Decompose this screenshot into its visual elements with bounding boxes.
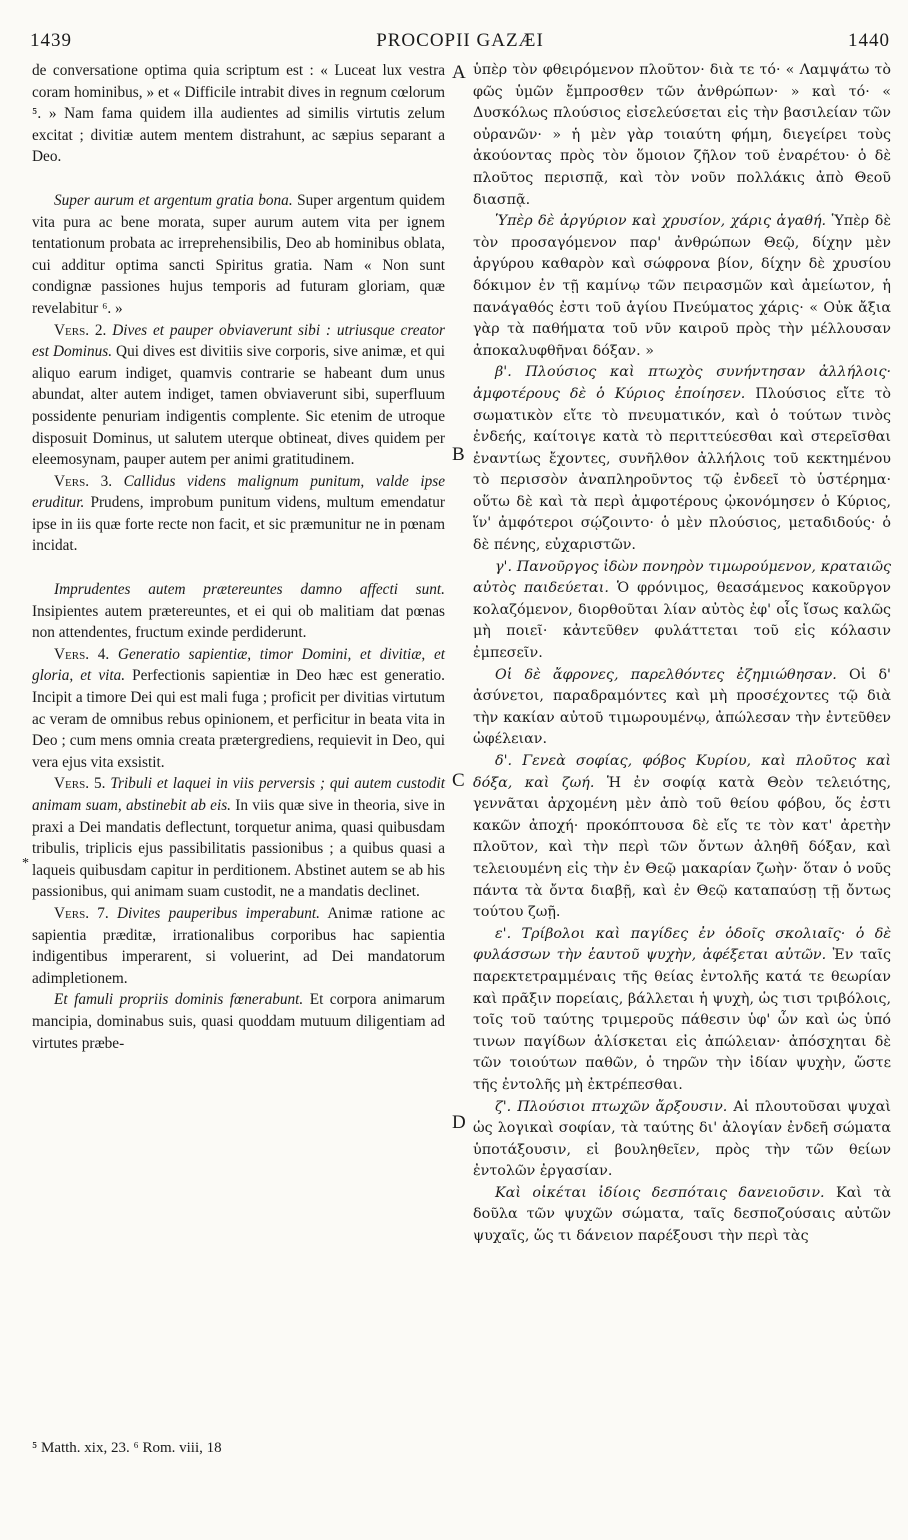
greek-verse-2: β'. Πλούσιος καὶ πτωχὸς συνήντησαν ἀλλήλοις· ἀμφοτέρους δὲ ὁ Κύριος ἐποίησεν. Πλούσιος εἴτε τὸ σωματικὸν εἴτε τὸ πνευματικόν, καὶ ὁ τούτων τινὸς ἐνδεής, καίτοιγε κατὰ τὸ περιττεύεσθαι καὶ στερεῖσθαι ἐναντίως ἔχοντες, συνῆλθον ἀλλήλοις τοῦ κεκτημένου τὸ περισσὸν ἀναπληροῦντος τῷ ἐνδεεῖ τὸ ὑστέρημα· οὕτω δὲ καὶ τὰ περὶ ἀμφοτέρους ᾠκονόμησεν ὁ Κύριος, ἵν' ἀμφότεροι σῴζοιντο· ὁ μὲν πλούσιος, μεταδιδούς· ὁ δὲ πένης, εὐχαριστῶν. bbox=[473, 364, 891, 554]
latin-verse-5: Vers. 5. Tribuli et laquei in viis perversis ; qui autem custodit animam suam, abstinebit ab eis. In viis quæ sive in theoria, sive in praxi a Dei mandatis deflectunt, torquetur anima, quasi quibusdam tribulis, triplicis ejus passibilitatis passionibus ; a quibus quasi a laqueis quibusdam capitur in perditionem. Abstinet autem se ab his passionibus, qui animam suam custodit, ne a mandatis declinet. bbox=[32, 775, 445, 901]
page-number-right: 1440 bbox=[848, 30, 890, 51]
latin-column bbox=[32, 60, 445, 1054]
greek-verse-7: ζ'. Πλούσιοι πτωχῶν ἄρξουσιν. Αἱ πλουτοῦσαι ψυχαὶ ὡς λογικαὶ σοφίαν, τὰ ταύτης δι' ἀλογίαν ἐνδεῆ σώματα ὑποτάξουσιν, εἰ βουληθεῖεν, πρὸς τὴν τῶν θείων ἐντολῶν ἐργασίαν. bbox=[473, 1098, 892, 1180]
running-header bbox=[30, 30, 890, 56]
greek-verse-5: ε'. Τρίβολοι καὶ παγίδες ἐν ὁδοῖς σκολιαῖς· ὁ δὲ φυλάσσων τὴν ἑαυτοῦ ψυχὴν, ἀφέξεται αὐτῶν. Ἐν ταῖς παρεκτετραμμέναις τῆς θείας ἐντολῆς κατά τε θεωρίαν καὶ πρᾶξιν πορείαις, βάλλεται ἡ ψυχὴ, ὡς τισι τριβόλοις, τοῖς τοῦ ταύτης τριμεροῦς πάθεσιν ὑφ' ὧν καὶ ὡς ὑπό τινων παγίδων ἁλίσκεται εἰς ἀπώλειαν· ἀπόσχηται δὲ τῶν τοιούτων παθῶν, ὁ τηρῶν τὴν ἰδίαν ψυχὴν, ὥστε τῆς ἐντολῆς μὴ ἐκτρέπεσθαι. bbox=[473, 925, 891, 1093]
running-title: PROCOPII GAZÆI bbox=[376, 30, 544, 51]
footnotes: ⁵ Matth. xix, 23. ⁶ Rom. viii, 18 bbox=[32, 1440, 222, 1456]
section-marker-b: B bbox=[452, 444, 465, 465]
latin-paragraph: Imprudentes autem prætereuntes damno affecti sunt. Insipientes autem prætereuntes, et ei qui ob malitiam dat pœnas non attendentes, fructum exinde perdiderunt. bbox=[32, 581, 445, 642]
latin-paragraph: Et famuli propriis dominis fœnerabunt. Et corpora animarum mancipia, dominabus suis, quasi quoddam mutuum diligentiam ad virtutes præbe- bbox=[32, 991, 445, 1052]
page-number-left: 1439 bbox=[30, 30, 72, 51]
greek-paragraph: Καὶ οἰκέται ἰδίοις δεσπόταις δανειοῦσιν. Καὶ τὰ δοῦλα τῶν ψυχῶν σώματα, ταῖς δεσποζούσαις αὐτῶν ψυχαῖς, ὥς τι δάνειον παρέξουσι τὴν περὶ τὰς bbox=[473, 1184, 891, 1245]
latin-verse-4: Vers. 4. Generatio sapientiæ, timor Domini, et divitiæ, et gloria, et vita. Perfectionis sapientiæ in Deo hæc est generatio. Incipit a timore Dei qui est mali fuga ; proficit per divitias virtutum ac veram de omnibus rebus opinionem, et perficitur in beata vita in Deo ; cum mens omnia creata prætergrediens, requievit in Deo, qui vera ejus vita exsistit. bbox=[32, 645, 445, 771]
greek-column bbox=[473, 60, 891, 1248]
latin-paragraph: de conversatione optima quia scriptum est : « Luceat lux vestra coram hominibus, » et « Difficile intrabit dives in regnum cœlorum ⁵. » Nam fama quidem illa audientes ad similis virtutis zelum excitat ; divitiæ autem mentem distrahunt, ac sæpius separant a Deo. bbox=[32, 62, 445, 166]
latin-verse-2: Vers. 2. Dives et pauper obviaverunt sibi : utriusque creator est Dominus. Qui dives est divitiis sive corporis, sive animæ, et qui aliquo earum indiget, quamvis contrarie se habeant dum unus abundat, alter autem indiget, tamen obviaverunt sibi, superfluum possidente penuriam indigentis complente. Sic etenim de utroque disposuit Dominus, ut salutem uterque obtineat, dives quidem per eleemosynam, pauper autem per animi gratitudinem. bbox=[32, 321, 446, 469]
greek-verse-3: γ'. Πανοῦργος ἰδὼν πονηρὸν τιμωρούμενον, κραταιῶς αὐτὸς παιδεύεται. Ὁ φρόνιμος, θεασάμενος κακοῦργον κολαζόμενον, διορθοῦται λίαν αὐτὸς ἐφ' οἷς ἴσως καλῶς μὴ ποιεῖ· κἀντεῦθεν φυλάττεται τοῦ εἰς κόλασιν ἐμπεσεῖν. bbox=[473, 558, 891, 662]
section-marker-d: D bbox=[452, 1112, 466, 1133]
margin-asterisk: * bbox=[22, 856, 29, 871]
greek-paragraph: Ὑπὲρ δὲ ἀργύριον καὶ χρυσίον, χάρις ἀγαθή. Ὑπὲρ δὲ τὸν προσαγόμενον παρ' ἀνθρώπων Θεῷ, δίχην μὲν ἀργύρου καθαρὸν καὶ σώφρονα βίον, δίχην δὲ χρυσίου δόκιμον ἐν τῇ καμίνῳ τῶν πειρασμῶν καὶ ἀμείωτον, ἡ πανάγαθός ἐστι τοῦ ἁγίου Πνεύματος χάρις· « Οὐκ ἄξια γὰρ τὰ παθήματα τοῦ νῦν καιροῦ πρὸς τὴν μέλλουσαν ἀποκαλυφθῆναι δόξαν. » bbox=[473, 213, 891, 359]
latin-paragraph: Super aurum et argentum gratia bona. Super argentum quidem vita pura ac bene morata, super aurum autem vita per ignem tentationum probata ac irreprehensibilis, Deo ab hominibus oblata, cui additur optima sancti Spiritus gratia. Nam « Non sunt condignæ passiones hujus temporis ad futuram gloriam, quæ revelabitur ⁶. » bbox=[32, 191, 445, 317]
greek-paragraph: ὑπὲρ τὸν φθειρόμενον πλοῦτον· διὰ τε τό· « Λαμψάτω τὸ φῶς ὑμῶν ἔμπροσθεν τῶν ἀνθρώπων· » καὶ τό· « Δυσκόλως πλούσιος εἰσελεύσεται εἰς τὴν βασιλείαν τῶν οὐρανῶν· » ἡ μὲν γὰρ τοιαύτη φήμη, διεγείρει τοὺς ἀκούοντας πρὸς τὸν ὅμοιον ζῆλον τοῦ ἐναρέτου· ὁ δὲ πλοῦτος περισπᾷ, καὶ τὸν νοῦν πολλάκις ἀπὸ Θεοῦ διασπᾷ. bbox=[473, 62, 891, 208]
latin-verse-7: Vers. 7. Divites pauperibus imperabunt. Animæ ratione ac sapientia præditæ, irrationalibus corporibus hac sapientia indigentibus imperarent, si voluerint, ad Dei mandatorum adimpletionem. bbox=[32, 904, 445, 987]
greek-verse-4: δ'. Γενεὰ σοφίας, φόβος Κυρίου, καὶ πλοῦτος καὶ δόξα, καὶ ζωή. Ἡ ἐν σοφίᾳ κατὰ Θεὸν τελειότης, γεννᾶται ἀρχομένη μὲν ἀπὸ τοῦ θείου φόβου, ὅς ἐστι κακῶν ἀποχή· προκόπτουσα δὲ εἴς τε τὸν κατ' ἀρετὴν πλοῦτον, καὶ τὴν περὶ τῶν ὄντων ἀληθῆ δόξαν, καὶ τελειουμένη εἰς τὴν ἐν Θεῷ μακαρίαν ζωὴν· ὅταν ὁ νοῦς πάντα τὰ ὄντα διαβῇ, καὶ ἐν Θεῷ καταπαύσῃ τῇ ὄντως τούτου ζωῇ. bbox=[473, 753, 892, 921]
greek-paragraph: Οἱ δὲ ἄφρονες, παρελθόντες ἐζημιώθησαν. Οἱ δ' ἀσύνετοι, παραδραμόντες καὶ μὴ προσέχοντες τῷ διὰ τὴν κακίαν αὐτοῦ τιμωρουμένῳ, ἀπώλεσαν τὴν ἐντεῦθεν ὠφέλειαν. bbox=[473, 666, 891, 748]
latin-verse-3: Vers. 3. Callidus videns malignum punitum, valde ipse eruditur. Prudens, improbum punitum videns, multum emendatur ipse in iis quæ forte recte non facit, et sic præmunitur ne in pœnam incidat. bbox=[32, 472, 446, 555]
section-marker-a: A bbox=[452, 62, 466, 83]
section-marker-c: C bbox=[452, 770, 465, 791]
